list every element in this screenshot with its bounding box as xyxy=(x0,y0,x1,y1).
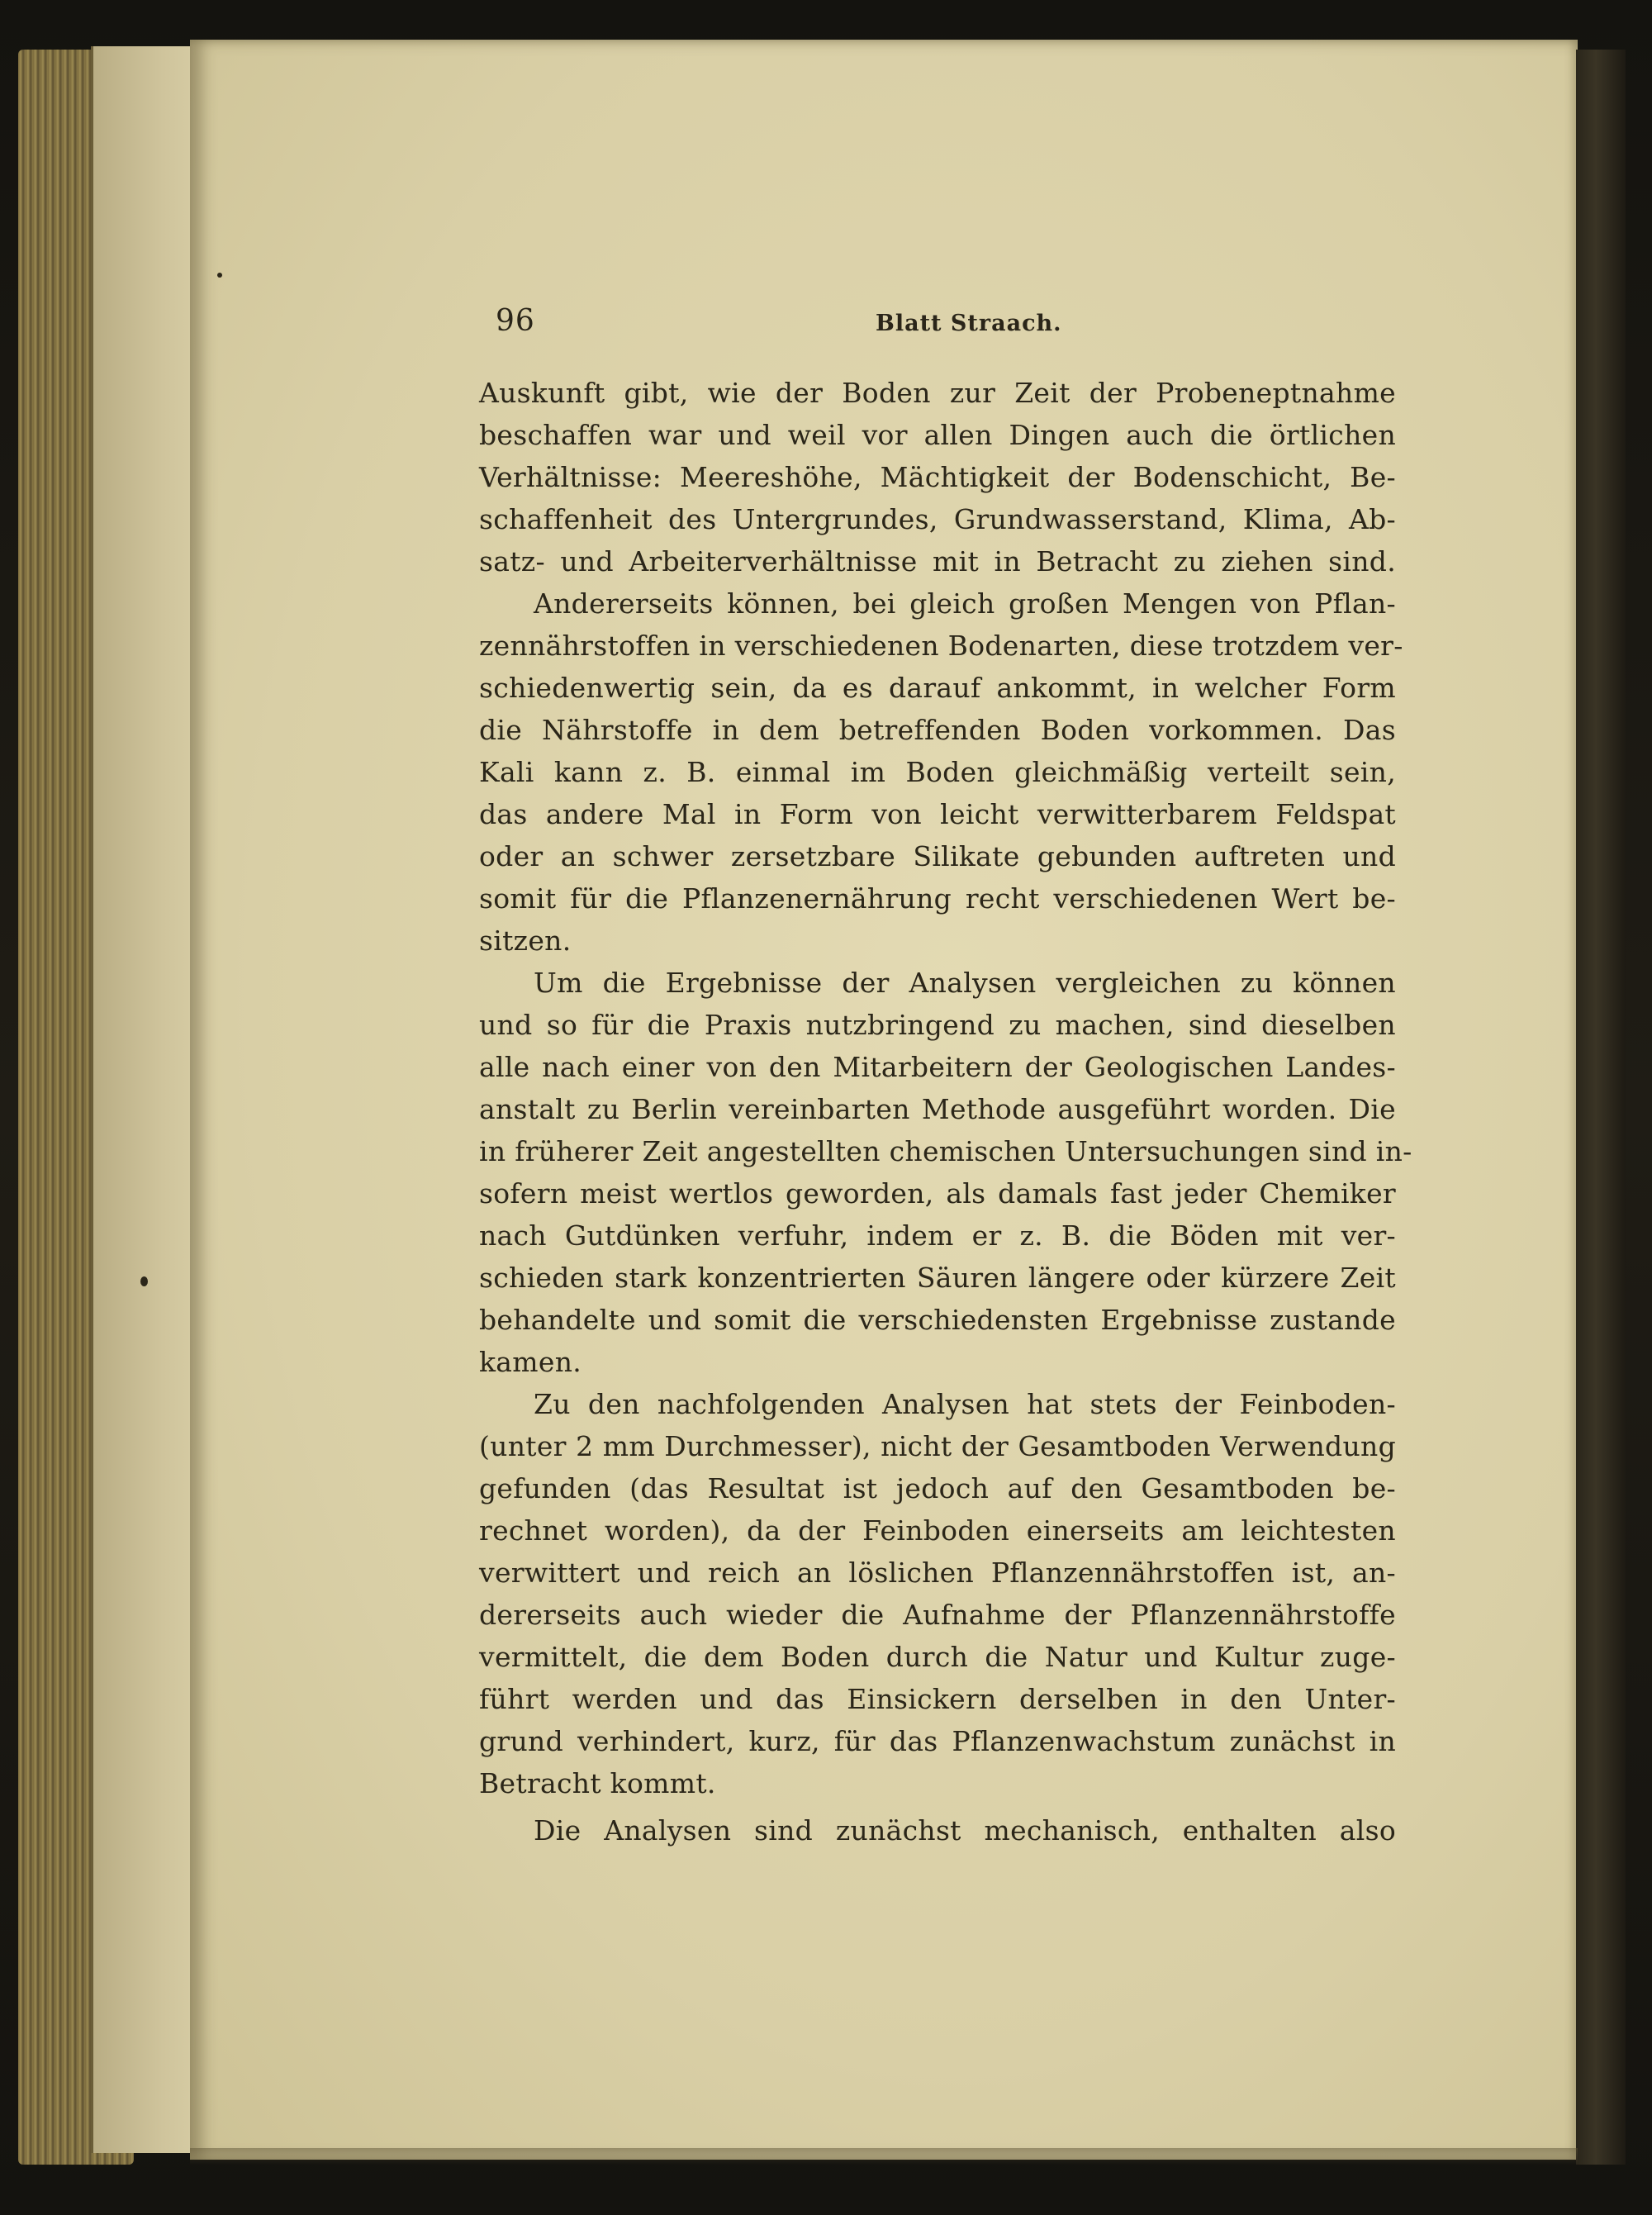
right-binding-strip xyxy=(1576,50,1626,2165)
text-line: das andere Mal in Form von leicht verwitterbarem Feldspat xyxy=(479,798,1396,830)
text-line: Betracht kommt. xyxy=(479,1767,716,1799)
text-line: schaffenheit des Untergrundes, Grundwasserstand, Klima, Ab- xyxy=(479,503,1396,535)
text-line: Zu den nachfolgenden Analysen hat stets der Feinboden- xyxy=(534,1388,1396,1420)
text-line: anstalt zu Berlin vereinbarten Methode ausgeführt worden. Die xyxy=(479,1093,1396,1125)
speck-mark xyxy=(140,1276,148,1286)
text-line: und so für die Praxis nutzbringend zu machen, sind dieselben xyxy=(479,1009,1396,1041)
text-line: Auskunft gibt, wie der Boden zur Zeit der Probeneptnahme xyxy=(479,377,1396,409)
running-head xyxy=(496,304,1404,345)
text-line: satz- und Arbeiterverhältnisse mit in Betracht zu ziehen sind. xyxy=(479,545,1396,578)
text-line: grund verhindert, kurz, für das Pflanzenwachstum zunächst in xyxy=(479,1725,1396,1757)
text-line: Um die Ergebnisse der Analysen vergleichen zu können xyxy=(534,967,1396,999)
text-line: oder an schwer zersetzbare Silikate gebunden auftreten und xyxy=(479,840,1396,872)
text-line: somit für die Pflanzenernährung recht verschiedenen Wert be- xyxy=(479,882,1396,915)
body-text xyxy=(479,372,1412,1851)
text-line: Die Analysen sind zunächst mechanisch, enthalten also xyxy=(534,1814,1396,1847)
text-line: sitzen. xyxy=(479,925,572,957)
text-line: die Nährstoffe in dem betreffenden Boden vorkommen. Das xyxy=(479,714,1396,746)
text-line: Andererseits können, bei gleich großen Mengen von Pflan- xyxy=(534,587,1396,620)
text-line: schiedenwertig sein, da es darauf ankommt, in welcher Form xyxy=(479,672,1396,704)
text-line: rechnet worden), da der Feinboden einerseits am leichtesten xyxy=(479,1514,1396,1547)
speck-mark xyxy=(217,273,222,278)
text-line: alle nach einer von den Mitarbeitern der Geologischen Landes- xyxy=(479,1051,1396,1083)
text-line: vermittelt, die dem Boden durch die Natur und Kultur zuge- xyxy=(479,1641,1396,1673)
text-line: führt werden und das Einsickern derselben in den Unter- xyxy=(479,1683,1396,1715)
text-line: nach Gutdünken verfuhr, indem er z. B. die Böden mit ver- xyxy=(479,1219,1396,1252)
text-line: dererseits auch wieder die Aufnahme der Pflanzennährstoffe xyxy=(479,1599,1396,1631)
text-line: zennährstoffen in verschiedenen Bodenarten, diese trotzdem ver- xyxy=(479,630,1403,662)
text-line: in früherer Zeit angestellten chemischen Untersuchungen sind in- xyxy=(479,1135,1412,1167)
text-line: verwittert und reich an löslichen Pflanzennährstoffen ist, an- xyxy=(479,1557,1396,1589)
text-line: Verhältnisse: Meereshöhe, Mächtigkeit der Bodenschicht, Be- xyxy=(479,461,1396,493)
text-line: behandelte und somit die verschiedensten Ergebnisse zustande xyxy=(479,1304,1396,1336)
page-number: 96 xyxy=(496,304,535,338)
text-line: Kali kann z. B. einmal im Boden gleichmäßig verteilt sein, xyxy=(479,756,1396,788)
text-line: gefunden (das Resultat ist jedoch auf den Gesamtboden be- xyxy=(479,1472,1396,1504)
text-line: kamen. xyxy=(479,1346,582,1378)
running-title: Blatt Straach. xyxy=(876,311,1062,336)
text-line: schieden stark konzentrierten Säuren längere oder kürzere Zeit xyxy=(479,1262,1396,1294)
text-line: beschaffen war und weil vor allen Dingen auch die örtlichen xyxy=(479,419,1396,451)
text-line: sofern meist wertlos geworden, als damals fast jeder Chemiker xyxy=(479,1177,1396,1210)
text-line: (unter 2 mm Durchmesser), nicht der Gesamtboden Verwendung xyxy=(479,1430,1396,1462)
page-bottom-shadow xyxy=(190,2148,1578,2165)
